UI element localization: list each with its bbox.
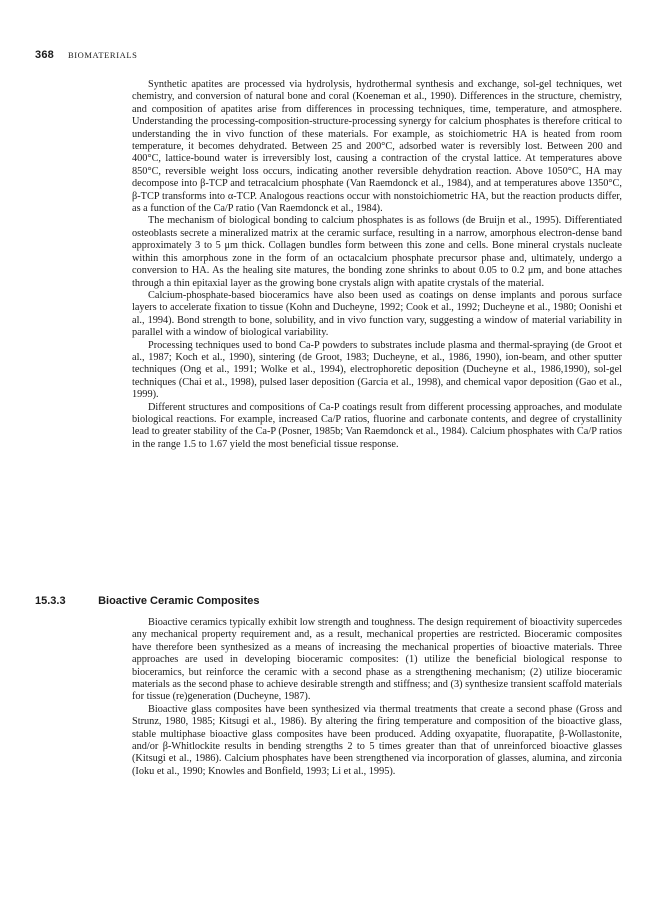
body-text-bottom	[132, 617, 622, 778]
body-text-top	[132, 79, 622, 451]
running-head	[35, 45, 635, 59]
paragraph: Processing techniques used to bond Ca-P powders to substrates include plasma and thermal-spraying (de Groot et al., 1987; Koch et al., 1990), sintering (de Groot, 1983; Ducheyne, et al., 1986, 1990), ion-beam, and other sputter techniques (Ong et al., 1991; Wolke et al., 1994), electrophoretic deposition (Ducheyne et al., 1986,1990), sol-gel techniques (Chai et al., 1998), pulsed laser deposition (Garcia et al., 1998), and chemical vapor deposition (Gao et al., 1999).	[132, 339, 622, 401]
paragraph: The mechanism of biological bonding to calcium phosphates is as follows (de Bruijn et al., 1995). Differentiated osteoblasts secrete a mineralized matrix at the ceramic surface, resulting in a narrow, amorphous electron-dense band approximately 3 to 5 μm thick. Collagen bundles form between this zone and cells. Bone mineral crystals nucleate within this amorphous zone in the form of an octacalcium phosphate precursor phase and, ultimately, undergo a conversion to HA. As the healing site matures, the bonding zone shrinks to about 0.05 to 0.2 μm, and bone attaches through a thin epitaxial layer as the growing bone crystals align with apatite crystals of the material.	[132, 215, 622, 289]
paragraph: Synthetic apatites are processed via hydrolysis, hydrothermal synthesis and exchange, sol-gel techniques, wet chemistry, and conversion of natural bone and coral (Koeneman et al., 1990). Differences in the structure, chemistry, and composition of apatites arise from differences in processing techniques, time, temperature, and atmosphere. Understanding the processing-composition-structure-processing synergy for calcium phosphates is therefore critical to understanding the in vivo function of these materials. For example, as stoichiometric HA is heated from room temperature, it becomes dehydrated. Between 25 and 200°C, adsorbed water is reversibly lost. Between 200 and 400°C, lattice-bound water is irreversibly lost, causing a contraction of the crystal lattice. At temperatures above 850°C, reversible weight loss occurs, indicating another reversible dehydration reaction. Above 1050°C, HA may decompose into β-TCP and tetracalcium phosphate (Van Raemdonck et al., 1984), and at temperatures above 1350°C, β-TCP transforms into α-TCP. Analogous reactions occur with nonstoichiometric HA, but the reaction products differ, as a function of the Ca/P ratio (Van Raemdonck et al., 1984).	[132, 79, 622, 215]
running-title: BIOMATERIALS	[67, 50, 138, 60]
section-number: 15.3.3	[35, 595, 66, 607]
paragraph: Different structures and compositions of Ca-P coatings result from different processing approaches, and modulate biological reactions. For example, increased Ca/P ratios, fluorine and carbonate contents, and degree of crystallinity lead to greater stability of the Ca-P (Posner, 1985b; Van Raemdonck et al., 1984). Calcium phosphates with Ca/P ratios in the range 1.5 to 1.67 yield the most beneficial tissue response.	[132, 401, 622, 450]
paragraph: Bioactive ceramics typically exhibit low strength and toughness. The design requirement of bioactivity supercedes any mechanical property requirement and, as a result, mechanical properties are restricted. Bioceramic composites have therefore been synthesized as a means of increasing the mechanical properties of bioactive materials. Three approaches are used in developing bioceramic composites: (1) utilize the beneficial biological response to bioceramics, but reinforce the ceramic with a second phase as a strengthening mechanism; (2) utilize bioceramic materials as the second phase to achieve desirable strength and stiffness; and (3) synthesize transient scaffold materials for tissue (re)generation (Ducheyne, 1987).	[132, 617, 622, 703]
section-heading	[35, 595, 635, 607]
paragraph: Bioactive glass composites have been synthesized via thermal treatments that create a second phase (Gross and Strunz, 1980, 1985; Kitsugi et al., 1986). By altering the firing temperature and composition of the bioactive glass, stable multiphase bioactive glass composites have been produced. Adding oxyapatite, fluorapatite, β-Wollastonite, and/or β-Whitlockite results in bending strengths 2 to 5 times greater than that of unreinforced bioactive glasses (Kitsugi et al., 1986). Calcium phosphates have been strengthened via incorporation of glasses, alumina, and zirconia (Ioku et al., 1990; Knowles and Bonfield, 1993; Li et al., 1995).	[132, 703, 622, 777]
section-title: Bioactive Ceramic Composites	[98, 595, 260, 607]
page-number: 368	[35, 49, 54, 61]
paragraph: Calcium-phosphate-based bioceramics have also been used as coatings on dense implants and porous surface layers to accelerate fixation to tissue (Kohn and Ducheyne, 1992; Cook et al., 1992; Ducheyne et al., 1980; Oonishi et al., 1994). Bond strength to bone, solubility, and in vivo function vary, suggesting a window of material variability in parallel with a window of biological variability.	[132, 289, 622, 339]
